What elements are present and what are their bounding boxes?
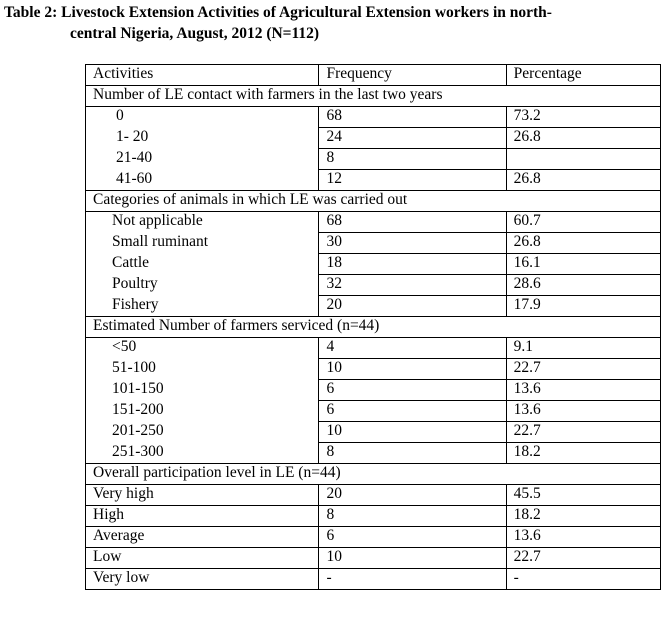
cell-percentage: 45.5 — [506, 485, 660, 506]
section-title-row — [86, 464, 661, 485]
cell-percentage: 18.2 — [506, 506, 660, 527]
section-title: Categories of animals in which LE was carried out — [86, 191, 661, 212]
table-row — [86, 296, 661, 317]
caption-line-2: central Nigeria, August, 2012 (N=112) — [70, 25, 320, 42]
cell-percentage: 13.6 — [506, 380, 660, 401]
cell-label: Poultry — [86, 275, 319, 296]
cell-percentage: 28.6 — [506, 275, 660, 296]
table-row — [86, 212, 661, 233]
cell-label: 51-100 — [86, 359, 319, 380]
cell-frequency: 8 — [319, 506, 506, 527]
cell-percentage: 26.8 — [506, 233, 660, 254]
cell-percentage: 26.8 — [506, 128, 660, 149]
cell-label: 21-40 — [86, 149, 319, 170]
table-row — [86, 254, 661, 275]
cell-label: 41-60 — [86, 170, 319, 191]
cell-label: 201-250 — [86, 422, 319, 443]
header-percentage: Percentage — [506, 65, 660, 86]
table-caption — [4, 2, 552, 44]
cell-frequency: 4 — [319, 338, 506, 359]
cell-percentage: 18.2 — [506, 443, 660, 464]
cell-label: Low — [86, 548, 319, 569]
cell-frequency: - — [319, 569, 506, 590]
table-row — [86, 338, 661, 359]
cell-label: 151-200 — [86, 401, 319, 422]
cell-frequency: 6 — [319, 527, 506, 548]
cell-frequency: 24 — [319, 128, 506, 149]
cell-frequency: 10 — [319, 359, 506, 380]
livestock-extension-table — [85, 64, 661, 590]
cell-label: Fishery — [86, 296, 319, 317]
cell-frequency: 6 — [319, 380, 506, 401]
caption-line-1: Table 2: Livestock Extension Activities of Agricultural Extension workers in north- — [4, 4, 552, 21]
cell-label: High — [86, 506, 319, 527]
header-activities: Activities — [86, 65, 319, 86]
cell-frequency: 32 — [319, 275, 506, 296]
section-title-row — [86, 86, 661, 107]
table-row — [86, 548, 661, 569]
cell-frequency: 68 — [319, 212, 506, 233]
cell-percentage: 16.1 — [506, 254, 660, 275]
cell-label: Not applicable — [86, 212, 319, 233]
cell-frequency: 6 — [319, 401, 506, 422]
table-row — [86, 170, 661, 191]
cell-frequency: 30 — [319, 233, 506, 254]
table-row — [86, 275, 661, 296]
cell-label: Average — [86, 527, 319, 548]
cell-percentage: 9.1 — [506, 338, 660, 359]
header-frequency: Frequency — [319, 65, 506, 86]
table-row — [86, 128, 661, 149]
cell-percentage: 22.7 — [506, 548, 660, 569]
header-row — [86, 65, 661, 86]
section-title: Number of LE contact with farmers in the last two years — [86, 86, 661, 107]
cell-percentage: 60.7 — [506, 212, 660, 233]
cell-frequency: 20 — [319, 296, 506, 317]
table-row — [86, 107, 661, 128]
cell-label: Small ruminant — [86, 233, 319, 254]
section-title-row — [86, 191, 661, 212]
table-row — [86, 401, 661, 422]
table-row — [86, 569, 661, 590]
cell-percentage: 17.9 — [506, 296, 660, 317]
section-title-row — [86, 317, 661, 338]
section-title: Estimated Number of farmers serviced (n=44) — [86, 317, 661, 338]
cell-label: 1- 20 — [86, 128, 319, 149]
table-row — [86, 485, 661, 506]
cell-frequency: 8 — [319, 149, 506, 170]
cell-label: 251-300 — [86, 443, 319, 464]
cell-label: <50 — [86, 338, 319, 359]
cell-percentage: 22.7 — [506, 422, 660, 443]
cell-label: Very high — [86, 485, 319, 506]
cell-frequency: 68 — [319, 107, 506, 128]
table-row — [86, 380, 661, 401]
cell-frequency: 8 — [319, 443, 506, 464]
cell-percentage — [506, 149, 660, 170]
table-row — [86, 149, 661, 170]
cell-frequency: 18 — [319, 254, 506, 275]
cell-label: Very low — [86, 569, 319, 590]
cell-percentage: 73.2 — [506, 107, 660, 128]
cell-frequency: 10 — [319, 422, 506, 443]
table-row — [86, 527, 661, 548]
table-row — [86, 443, 661, 464]
cell-label: Cattle — [86, 254, 319, 275]
cell-percentage: 22.7 — [506, 359, 660, 380]
table-row — [86, 506, 661, 527]
table-row — [86, 422, 661, 443]
cell-percentage: 13.6 — [506, 527, 660, 548]
cell-percentage: 26.8 — [506, 170, 660, 191]
cell-percentage: 13.6 — [506, 401, 660, 422]
table-row — [86, 233, 661, 254]
cell-label: 101-150 — [86, 380, 319, 401]
table-row — [86, 359, 661, 380]
cell-percentage: - — [506, 569, 660, 590]
cell-frequency: 20 — [319, 485, 506, 506]
section-title: Overall participation level in LE (n=44) — [86, 464, 661, 485]
cell-frequency: 10 — [319, 548, 506, 569]
cell-frequency: 12 — [319, 170, 506, 191]
cell-label: 0 — [86, 107, 319, 128]
